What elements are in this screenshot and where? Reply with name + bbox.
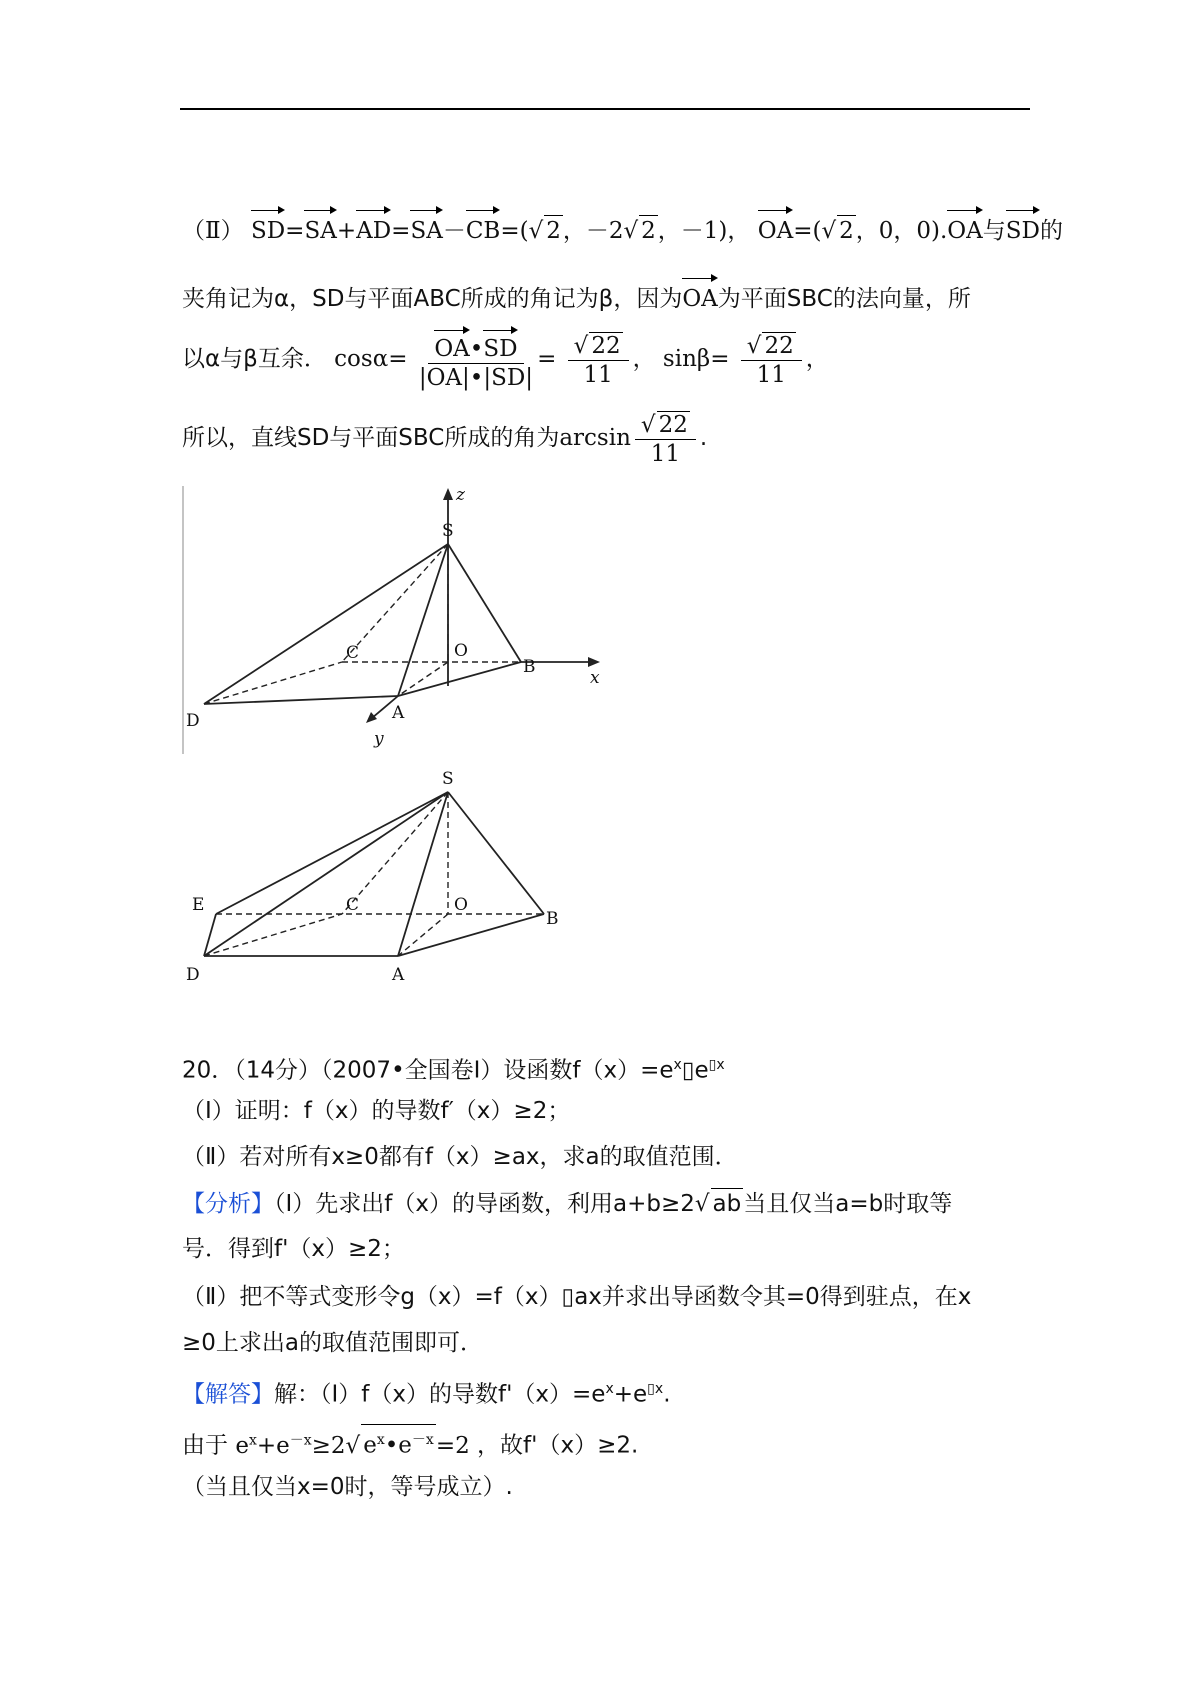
sqrt-ab: ab xyxy=(711,1188,744,1219)
text: 以α与β互余． xyxy=(182,346,327,372)
sqrt-22: 22 xyxy=(658,411,688,438)
period: . xyxy=(663,1381,671,1408)
vector-oa: OA xyxy=(682,276,717,314)
sqrt-2: 2 xyxy=(639,215,658,246)
exponent: －x xyxy=(289,1432,312,1448)
missing-glyph-icon: ▯ xyxy=(561,1284,575,1310)
solution-line2 xyxy=(182,1424,638,1461)
text: ，故f'（x）≥2. xyxy=(477,1432,639,1459)
label-e: E xyxy=(192,895,205,915)
sqrt-2: 2 xyxy=(837,215,856,246)
missing-glyph-icon: ▯ xyxy=(647,1381,655,1397)
text: =2 xyxy=(435,1432,470,1459)
part2-line1: （Ⅱ） SD=SA+AD=SA－CB=(√ 2，－2√ 2，－1)， OA=(√ 2，0，0).OA与SD的 xyxy=(182,208,1063,246)
q20-part2: （Ⅱ）若对所有x≥0都有f（x）≥ax，求a的取值范围． xyxy=(182,1144,738,1170)
text: （Ⅱ）把不等式变形令g（x）=f（x） xyxy=(182,1284,562,1310)
dot: • xyxy=(469,336,484,362)
text: 当且仅当a=b时取等 xyxy=(743,1191,953,1217)
solution-line1 xyxy=(182,1374,671,1410)
text: •e xyxy=(384,1432,412,1459)
edge-oa xyxy=(398,662,448,696)
eq-sign: =( xyxy=(500,218,529,244)
exponent-x: x xyxy=(716,1057,725,1073)
q20-part1: （Ⅰ）证明：f（x）的导数f′（x）≥2； xyxy=(182,1098,571,1124)
part2-line4 xyxy=(182,408,707,468)
label-s: S xyxy=(442,521,454,541)
eq-sign: = xyxy=(710,346,730,372)
edge-da xyxy=(204,696,398,704)
eq-sign: = xyxy=(391,218,411,244)
edge-sd xyxy=(204,792,448,956)
label-b: B xyxy=(523,657,536,677)
label-c: C xyxy=(346,643,360,663)
label-a: A xyxy=(392,965,405,985)
coord-text: ，－1)， xyxy=(657,218,751,244)
text: （Ⅰ）先求出f（x）的导函数，利用a+b≥2 xyxy=(274,1191,695,1217)
period: . xyxy=(699,425,708,451)
solution-line3: （当且仅当x=0时，等号成立）. xyxy=(182,1474,513,1500)
exponent-x: x xyxy=(654,1381,664,1397)
question-title: 20．（14分）（2007•全国卷Ⅰ）设函数f（x）=e xyxy=(182,1057,674,1084)
e-char: e xyxy=(363,1432,377,1459)
minus-sign: － xyxy=(442,218,466,244)
arrow-z-icon xyxy=(443,488,453,500)
vector-sa: SA xyxy=(304,208,336,246)
fraction-denominator: |OA|•|SD| xyxy=(418,365,534,391)
analysis-line4: ≥0上求出a的取值范围即可． xyxy=(182,1330,483,1356)
exponent: x xyxy=(376,1432,385,1448)
label-c: C xyxy=(346,895,360,915)
fraction-denominator: 11 xyxy=(650,440,681,467)
text: 由于 xyxy=(182,1432,228,1459)
vector-ad: AD xyxy=(356,208,391,246)
part-label: （Ⅱ） xyxy=(182,218,244,244)
label-o: O xyxy=(454,641,468,661)
edge-sa xyxy=(398,792,448,956)
text: 与 xyxy=(982,218,1006,244)
eq-sign: =( xyxy=(793,218,822,244)
vector-oa: OA xyxy=(434,328,469,362)
solution-tag: 【解答】 xyxy=(182,1381,274,1408)
cos-fraction xyxy=(419,328,533,391)
comma: ， xyxy=(805,346,829,372)
label-a: A xyxy=(392,703,405,723)
plus-sign: + xyxy=(336,218,357,244)
text: 夹角记为α，SD与平面ABC所成的角记为β，因为 xyxy=(182,286,683,312)
fraction-denominator: 11 xyxy=(756,361,786,388)
text: 解：（Ⅰ）f（x）的导数f'（x）=e xyxy=(274,1381,606,1408)
label-x: x xyxy=(590,668,600,688)
label-y: y xyxy=(374,729,384,749)
vector-sd: SD xyxy=(483,328,517,362)
text: 所以，直线SD与平面SBC所成的角为 xyxy=(182,425,560,451)
e-char: e xyxy=(694,1057,709,1084)
exponent: x xyxy=(673,1057,682,1073)
part2-line3 xyxy=(182,328,829,391)
header-rule xyxy=(180,108,1030,110)
exponent xyxy=(647,1381,663,1397)
vector-cb: CB xyxy=(466,208,501,246)
sqrt-22: 22 xyxy=(764,332,794,359)
analysis-tag: 【分析】 xyxy=(182,1191,274,1217)
analysis-line1: 【分析】（Ⅰ）先求出f（x）的导函数，利用a+b≥2√ ab当且仅当a=b时取等 xyxy=(182,1188,952,1219)
text: ax并求出导函数令其=0得到驻点，在x xyxy=(574,1284,972,1310)
label-d: D xyxy=(186,965,200,985)
comma: ， xyxy=(632,346,656,372)
ratio-fraction: $\frac{√ 22}{11}$ xyxy=(568,332,629,388)
edge-ab xyxy=(398,914,544,956)
vector-sd: SD xyxy=(1006,208,1040,246)
missing-glyph-icon: ▯ xyxy=(681,1057,695,1084)
text: 的 xyxy=(1039,218,1063,244)
e-char: e xyxy=(235,1432,249,1459)
part2-line2 xyxy=(182,276,971,314)
label-o: O xyxy=(454,895,468,915)
label-z: z xyxy=(456,486,465,505)
exponent: x xyxy=(605,1381,614,1397)
analysis-line3 xyxy=(182,1282,971,1312)
text: +e xyxy=(256,1432,290,1459)
inequality: $e^x+e^{-x}\ge 2√$ $e^x•e^{-x}=2$ xyxy=(235,1433,477,1459)
text: 为平面SBC的法向量，所 xyxy=(717,286,971,312)
arrow-y-icon xyxy=(366,712,377,723)
eq-sign: = xyxy=(537,346,557,372)
sqrt-2: 2 xyxy=(544,215,563,246)
vector-oa: OA xyxy=(758,208,793,246)
label-d: D xyxy=(186,711,200,731)
label-s: S xyxy=(442,769,454,789)
exponent: x xyxy=(248,1432,257,1448)
eq-sign: = xyxy=(388,346,408,372)
ratio-fraction: $\frac{√ 22}{11}$ xyxy=(741,332,802,388)
edge-ab xyxy=(398,662,521,696)
cos-alpha: cosα xyxy=(334,346,389,372)
ratio-fraction: $\frac{√ 22}{11}$ xyxy=(635,411,696,467)
fraction-denominator: 11 xyxy=(583,361,613,388)
edge-sd xyxy=(204,544,448,704)
analysis-line2: 号．得到f'（x）≥2； xyxy=(182,1236,405,1262)
edge-dc xyxy=(204,914,342,956)
sqrt-22: 22 xyxy=(591,332,621,359)
text: +e xyxy=(613,1381,648,1408)
edge-se xyxy=(216,792,448,914)
coord-text: ，－2 xyxy=(562,218,624,244)
arrow-x-icon xyxy=(588,657,600,667)
vector-sd: SD xyxy=(251,208,285,246)
q20-header xyxy=(182,1050,725,1086)
exponent xyxy=(709,1057,725,1073)
coord-text: ，0，0). xyxy=(855,218,948,244)
sqrt-product xyxy=(361,1424,436,1461)
missing-glyph-icon: ▯ xyxy=(708,1057,717,1073)
text: ≥2 xyxy=(311,1432,346,1459)
vector-oa: OA xyxy=(947,208,982,246)
eq-sign: = xyxy=(285,218,305,244)
arcsin: arcsin xyxy=(559,425,631,451)
pyramid-figure-1 xyxy=(180,486,620,756)
edge-sa xyxy=(398,544,448,696)
sin-beta: sinβ xyxy=(662,346,711,372)
pyramid-figure-2 xyxy=(180,768,580,998)
label-b: B xyxy=(546,909,559,929)
edge-dc xyxy=(204,662,342,704)
vector-sa: SA xyxy=(410,208,442,246)
exponent: －x xyxy=(411,1432,434,1448)
